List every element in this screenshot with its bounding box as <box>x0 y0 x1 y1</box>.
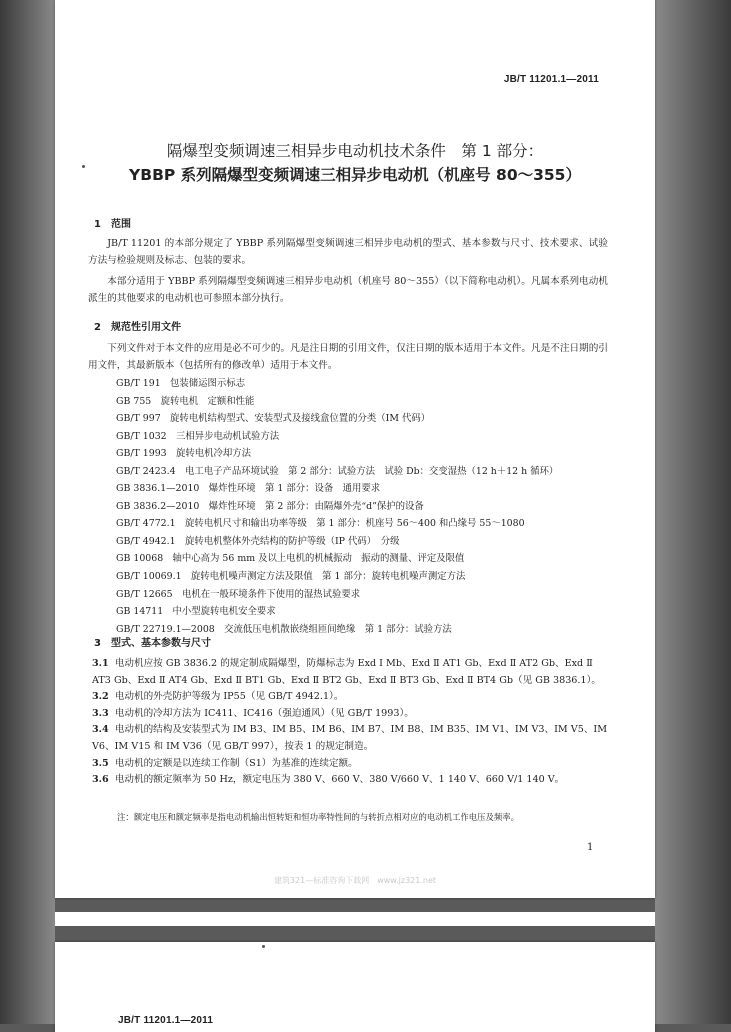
clause-number: 3.4 <box>92 724 109 736</box>
section-1-paragraph-2: 本部分适用于 YBBP 系列隔爆型变频调速三相异步电动机（机座号 80～355）（以下简称电动机）。凡属本系列电动机派生的其他要求的电动机也可参照本部分执行。 <box>88 276 608 304</box>
scan-speck <box>82 165 85 168</box>
clause-text: 电动机的结构及安装型式为 IM B3、IM B5、IM B6、IM B7、IM B8、IM B35、IM V1、IM V3、IM V5、IM V6、IM V15 和 IM V36（见 GB/T 997），按表 1 的规定制造。 <box>92 724 608 752</box>
section-1-paragraph-1: JB/T 11201 的本部分规定了 YBBP 系列隔爆型变频调速三相异步电动机的型式、基本参数与尺寸、技术要求、试验方法与检验规则及标志、包装的要求。 <box>88 238 608 266</box>
reference-item: GB/T 1032 三相异步电动机试验方法 <box>116 430 280 442</box>
clause-text: 电动机应按 GB 3836.2 的规定制成隔爆型，防爆标志为 Exd Ⅰ Mb、Exd Ⅱ AT1 Gb、Exd Ⅱ AT2 Gb、Exd Ⅱ AT3 Gb、Exd Ⅱ AT4 Gb、Exd Ⅱ BT1 Gb、Exd Ⅱ BT2 Gb、Exd Ⅱ BT3 Gb、Exd Ⅱ BT4 Gb（见 GB 3836.1）。 <box>92 658 601 686</box>
section-3-clauses <box>92 656 612 789</box>
section-2-intro: 下列文件对于本文件的应用是必不可少的。凡是注日期的引用文件，仅注日期的版本适用于本文件。凡是不注日期的引用文件，其最新版本（包括所有的修改单）适用于本文件。 <box>88 343 608 371</box>
reference-item: GB/T 10069.1 旋转电机噪声测定方法及限值 第 1 部分：旋转电机噪声测定方法 <box>116 571 466 583</box>
document-page-2 <box>55 942 655 1032</box>
clause-number: 3.6 <box>92 774 109 786</box>
page-2-standard-number: JB/T 11201.1—2011 <box>118 1015 214 1026</box>
reference-item: GB/T 997 旋转电机结构型式、安装型式及接线盒位置的分类（IM 代码） <box>116 413 431 425</box>
clause-3-6 <box>92 772 612 789</box>
page-number: 1 <box>587 842 594 853</box>
watermark-text: 建筑321—标准咨询下载网 www.jz321.net <box>273 876 437 885</box>
standard-number: JB/T 11201.1—2011 <box>503 74 599 85</box>
clause-3-1 <box>92 656 612 689</box>
scan-speck <box>262 945 265 948</box>
reference-item: GB 14711 中小型旋转电机安全要求 <box>116 606 276 618</box>
document-title-line-1: 隔爆型变频调速三相异步电动机技术条件 第 1 部分： <box>166 142 544 160</box>
clause-number: 3.5 <box>92 757 109 769</box>
clause-number: 3.3 <box>92 707 109 719</box>
clause-text: 电动机的定额是以连续工作制（S1）为基准的连续定额。 <box>114 757 358 769</box>
normative-reference-list <box>116 375 558 638</box>
clause-3-4 <box>92 722 612 755</box>
page-gap-strip <box>55 912 655 926</box>
clause-text: 电动机的冷却方法为 IC411、IC416（强迫通风）（见 GB/T 1993）。 <box>114 707 414 719</box>
viewer-background-right <box>655 0 731 1024</box>
reference-item: GB 755 旋转电机 定额和性能 <box>116 395 255 407</box>
reference-item: GB/T 4942.1 旋转电机整体外壳结构的防护等级（IP 代码） 分级 <box>116 535 400 547</box>
reference-item: GB/T 191 包装储运图示标志 <box>116 378 246 389</box>
clause-number: 3.2 <box>92 691 109 703</box>
reference-item: GB/T 12665 电机在一般环境条件下使用的湿热试验要求 <box>116 588 361 600</box>
reference-item: GB 3836.2—2010 爆炸性环境 第 2 部分：由隔爆外壳“d”保护的设备 <box>116 500 424 512</box>
reference-item: GB/T 22719.1—2008 交流低压电机散嵌绕组匝间绝缘 第 1 部分：试验方法 <box>116 623 452 635</box>
reference-item: GB/T 2423.4 电工电子产品环境试验 第 2 部分：试验方法 试验 Db：交变湿热（12 h＋12 h 循环） <box>116 465 559 477</box>
clause-text: 电动机的外壳防护等级为 IP55（见 GB/T 4942.1）。 <box>114 691 344 703</box>
clause-3-5 <box>92 756 612 773</box>
section-1-heading: 1 范围 <box>94 219 131 230</box>
clause-number: 3.1 <box>92 658 109 669</box>
document-title-line-2: YBBP 系列隔爆型变频调速三相异步电动机（机座号 80～355） <box>129 166 581 184</box>
clause-text: 电动机的额定频率为 50 Hz，额定电压为 380 V、660 V、380 V/660 V、1 140 V、660 V/1 140 V。 <box>114 774 565 786</box>
section-2-heading: 2 规范性引用文件 <box>94 322 181 333</box>
reference-item: GB 3836.1—2010 爆炸性环境 第 1 部分：设备 通用要求 <box>116 483 381 495</box>
reference-item: GB/T 1993 旋转电机冷却方法 <box>116 448 252 460</box>
reference-item: GB/T 4772.1 旋转电机尺寸和输出功率等级 第 1 部分：机座号 56～400 和凸缘号 55～1080 <box>116 518 525 530</box>
section-3-heading: 3 型式、基本参数与尺寸 <box>94 638 211 649</box>
document-page-1 <box>55 0 655 898</box>
clause-3-3 <box>92 706 612 723</box>
section-3-note: 注：额定电压和额定频率是指电动机输出恒转矩和恒功率特性间的与转折点相对应的电动机工作电压及频率。 <box>117 812 519 822</box>
viewer-background-left <box>0 0 55 1024</box>
clause-3-2 <box>92 689 612 706</box>
reference-item: GB 10068 轴中心高为 56 mm 及以上电机的机械振动 振动的测量、评定及限值 <box>116 553 465 565</box>
